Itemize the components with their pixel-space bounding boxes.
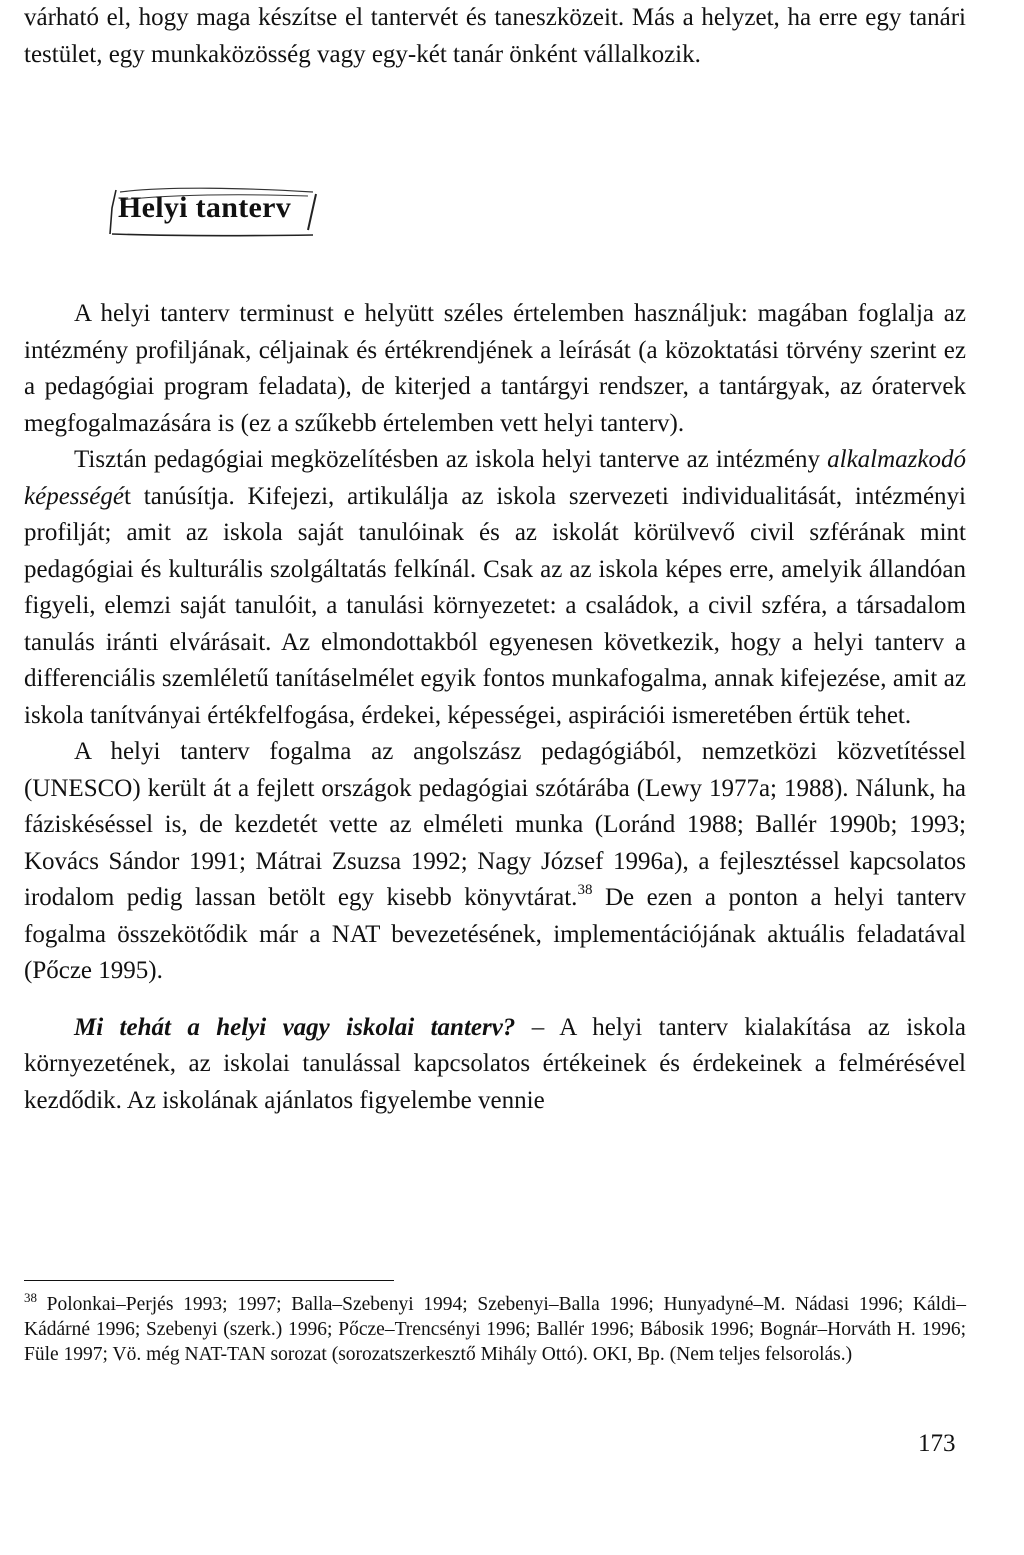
section-heading: Helyi tanterv — [118, 191, 292, 224]
page-number: 173 — [918, 1430, 956, 1457]
paragraph-text: A helyi tanterv fogalma az angolszász pedagógiából, nemzetközi közvetítéssel (UNESCO) került át a fejlett országok pedagógiai szótárába (Lewy 1977a; 1988). Nálunk, ha fáziskéséssel is, de kezdetét vette az elméleti munka (Loránd 1988; Ballér 1990b; 1993; Kovács Sándor 1991; Mátrai Zsuzsa 1992; Nagy József 1996a), a fejlesztéssel kapcsolatos irodalom pedig lassan betölt egy kisebb könyvtárat. — [24, 738, 966, 911]
emphasis-adaptive-capacity: alkalmazkodó képességé — [24, 446, 966, 510]
continued-paragraph — [24, 0, 966, 73]
paragraph-definition: A helyi tanterv terminust e helyütt széles értelemben használjuk: magában foglalja az intézmény profiljának, céljainak és értékrendjének a leírását (a közoktatási törvény szerint ez a pedagógiai program feladata), de kiterjed a tantárgyi rendszer, a tantárgyak, az óratervek megfogalmazására is (ez a szűkebb értelemben vett helyi tanterv). — [24, 300, 966, 437]
paragraph-question — [24, 1010, 966, 1120]
paragraph-text: – A helyi tanterv kialakítása az iskola környezetének, az iskolai tanulással kapcsolatos értékeinek és érdekeinek a felmérésével kezdődik. Az iskolának ajánlatos figyelembe vennie — [24, 1013, 967, 1114]
footnote — [24, 1292, 966, 1367]
paragraph-text: t tanúsítja. Kifejezi, artikulálja az iskola szervezeti individualitását, intézményi profilját; amit az iskola saját tanulóinak és az iskolát körülvevő civil szférának mint pedagógiai és kulturális szolgáltatás felkínál. Csak az az iskola képes erre, amelyik állandóan figyeli, elemzi saját tanulóit, a tanulási környezetet: a családok, a civil szféra, a társadalom tanulás iránti elvárásait. Az elmondottakból egyenesen következik, hogy a helyi tanterv a differenciális szemléletű tanításelmélet egyik fontos munkafogalma, annak kifejezése, amit az iskola tanítványai értékfelfogása, érdekei, képességei, aspirációi ismeretében értük tehet. — [24, 482, 966, 729]
paragraph-origin — [24, 734, 966, 990]
section-heading-box — [108, 178, 328, 238]
main-text — [24, 296, 966, 1119]
paragraph-continuation: várható el, hogy maga készítse el tantervét és taneszközeit. Más a helyzet, ha erre egy tanári testület, egy munkaközösség vagy egy-két tanár önként vállalkozik. — [24, 4, 966, 68]
paragraph-text: De ezen a ponton a helyi tanterv fogalma összekötődik már a NAT bevezetésének, implementációjának aktuális feladatával (Pőcze 1995). — [24, 884, 966, 984]
footnote-divider — [24, 1280, 394, 1281]
footnote-text: Polonkai–Perjés 1993; 1997; Balla–Szebenyi 1994; Szebenyi–Balla 1996; Hunyadyné–M. Nádasi 1996; Káldi–Kádárné 1996; Szebenyi (szerk.) 1996; Pőcze–Trencsényi 1996; Ballér 1996; Bábosik 1996; Bognár–Horváth H. 1996; Füle 1997; Vö. még NAT-TAN sorozat (sorozatszerkesztő Mihály Ottó). OKI, Bp. (Nem teljes felsorolás.) — [24, 1294, 966, 1365]
run-in-question: Mi tehát a helyi vagy iskolai tanterv? — [74, 1013, 516, 1041]
footnote-reference: 38 — [577, 882, 593, 898]
footnote-number: 38 — [24, 1290, 37, 1305]
paragraph-pedagogical-approach — [24, 442, 966, 734]
paragraph-text: Tisztán pedagógiai megközelítésben az iskola helyi tanterve az intézmény — [74, 446, 828, 473]
